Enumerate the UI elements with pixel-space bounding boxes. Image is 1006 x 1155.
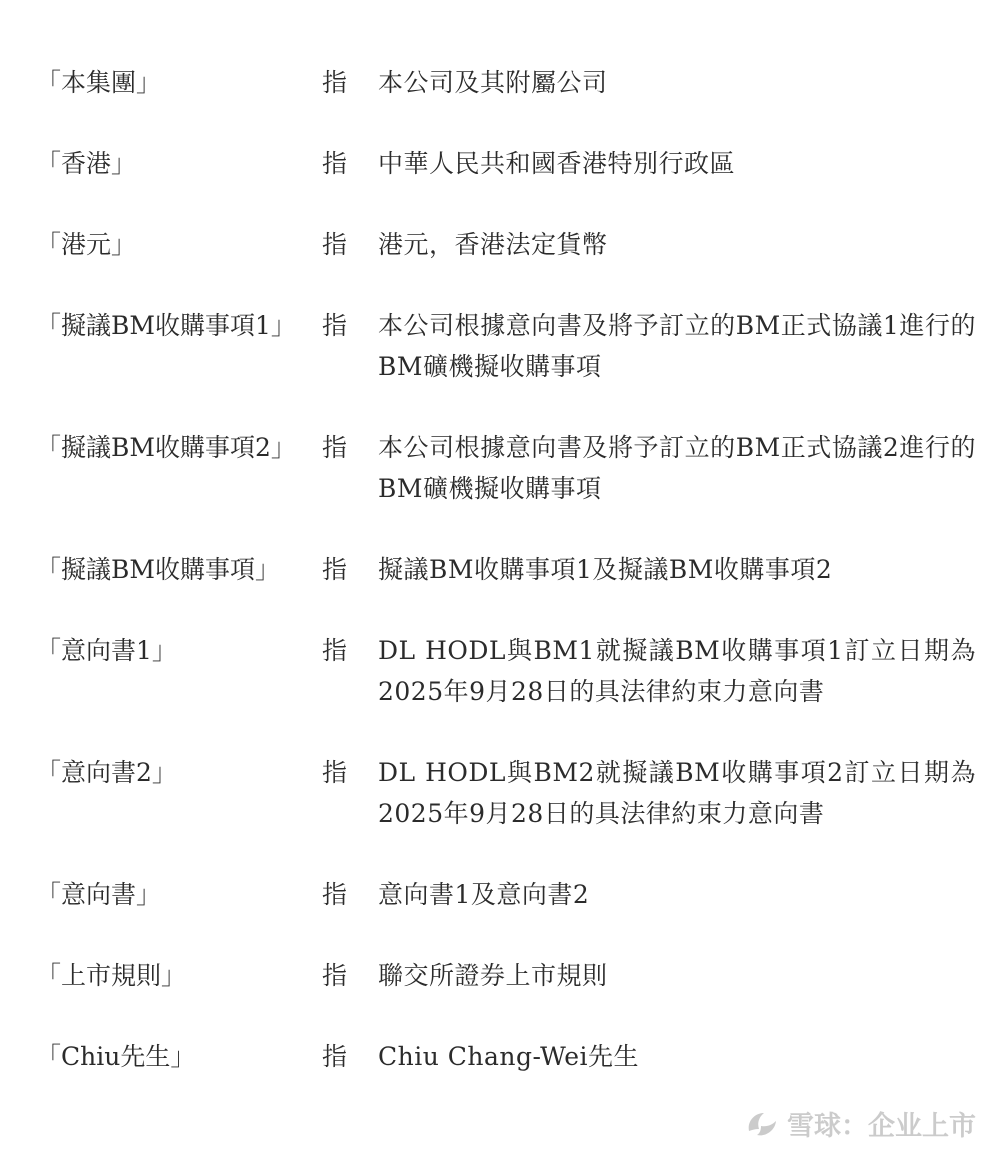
means-marker: 指 [322,636,348,665]
definition-text: 意向書1及意向書2 [378,880,590,909]
means-marker: 指 [322,433,348,462]
watermark [745,1104,976,1143]
definition-text: DL HODL與BM2就擬議BM收購事項2訂立日期為2025年9月28日的具法律約束力意向書 [378,758,976,828]
definition-text: Chiu Chang-Wei先生 [378,1042,640,1071]
definition-row [36,752,976,834]
definition-text: 本公司根據意向書及將予訂立的BM正式協議1進行的BM礦機擬收購事項 [378,311,976,381]
definition-term: 「意向書1」 [36,636,177,665]
definition-text: 擬議BM收購事項1及擬議BM收購事項2 [378,555,833,584]
means-marker: 指 [322,68,348,97]
definition-row [36,630,976,712]
definition-row [36,874,976,915]
definition-term: 「本集團」 [36,68,162,97]
definition-term: 「擬議BM收購事項」 [36,555,280,584]
means-marker: 指 [322,149,348,178]
definition-row [36,549,976,590]
definition-term: 「意向書2」 [36,758,177,787]
definition-row [36,224,976,265]
definition-term: 「港元」 [36,230,137,259]
definition-row [36,427,976,509]
definition-term: 「上市規則」 [36,961,187,990]
definition-text: 本公司根據意向書及將予訂立的BM正式協議2進行的BM礦機擬收購事項 [378,433,976,503]
definition-term: 「擬議BM收購事項2」 [36,433,296,462]
definition-row [36,62,976,103]
snowball-logo-icon [745,1109,779,1139]
means-marker: 指 [322,230,348,259]
definition-row [36,955,976,996]
means-marker: 指 [322,1042,348,1071]
means-marker: 指 [322,555,348,584]
definition-term: 「Chiu先生」 [36,1042,196,1071]
definition-term: 「意向書」 [36,880,162,909]
definitions-list [36,62,976,1117]
definition-term: 「擬議BM收購事項1」 [36,311,296,340]
means-marker: 指 [322,758,348,787]
definition-text: 本公司及其附屬公司 [378,68,608,97]
definition-text: 中華人民共和國香港特別行政區 [378,149,736,178]
means-marker: 指 [322,961,348,990]
definition-text: DL HODL與BM1就擬議BM收購事項1訂立日期為2025年9月28日的具法律約束力意向書 [378,636,976,706]
watermark-text: 雪球：企业上市 [787,1111,976,1142]
definition-term: 「香港」 [36,149,137,178]
definition-row [36,1036,976,1077]
definition-text: 聯交所證券上市規則 [378,961,608,990]
definition-row [36,143,976,184]
definition-row [36,305,976,387]
means-marker: 指 [322,880,348,909]
means-marker: 指 [322,311,348,340]
definition-text: 港元，香港法定貨幣 [378,230,608,259]
